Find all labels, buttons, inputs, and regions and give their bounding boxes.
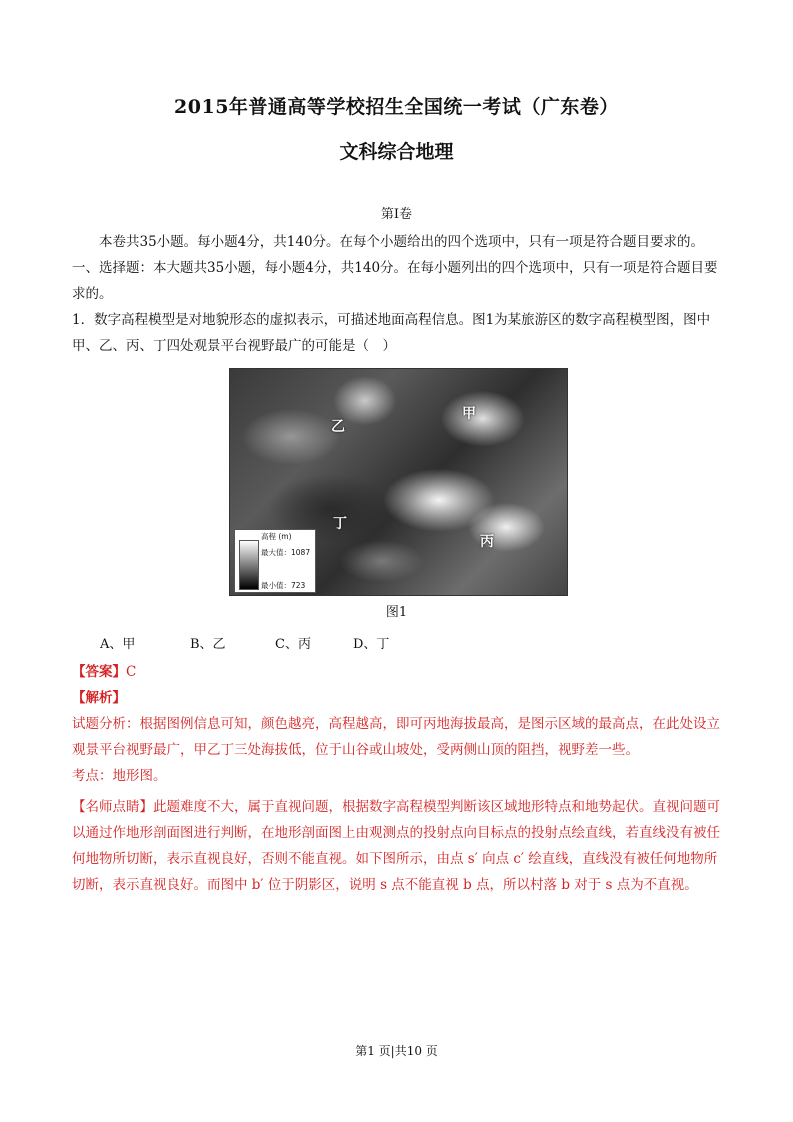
legend-max: 最大值：1087 [261,548,311,557]
option-d: D、丁 [353,637,390,652]
label-ding: 丁 [333,516,347,532]
legend-min: 最小值：723 [261,581,306,590]
answer-label: 【答案】 [72,664,126,680]
legend-title: 高程 (m) [261,532,292,541]
part-heading: 一、选择题：本大题共35小题，每小题4分，共140分。在每小题列出的四个选项中，只有一项是符合题目要求的。 [72,260,718,302]
section-heading: 第Ⅰ卷 [380,207,413,222]
intro-text: 本卷共35小题。每小题4分，共140分。在每个小题给出的四个选项中，只有一项是符合题目要求的。 [99,234,705,250]
label-jia: 甲 [462,406,476,422]
analysis-point: 考点：地形图。 [72,768,167,784]
analysis-text: 试题分析：根据图例信息可知，颜色越亮，高程越高，即可丙地海拔最高，是图示区域的最高点，在此处设立观景平台视野最广，甲乙丁三处海拔低，位于山谷或山坡处，受两侧山顶的阻挡，视野差一些。 [72,716,720,758]
teacher-tip: 【名师点睛】此题难度不大，属于直视问题，根据数字高程模型判断该区域地形特点和地势起伏。直视问题可以通过作地形剖面图进行判断，在地形剖面图上由观测点的投射点向目标点的投射点绘直线，若直线没有被任何地物所切断，表示直视良好，否则不能直视。如下图所示，由点 s′ 向点 c′ 绘直线，直线没有被任何地物所切断，表示直视良好。而图中 b′ 位于阴影区，说明 s 点不能直视 b 点，所以村落 b 对于 s 点为不直视。 [72,799,720,893]
figure-caption: 图1 [385,605,408,620]
label-yi: 乙 [331,419,345,435]
question-text: 1．数字高程模型是对地貌形态的虚拟表示，可描述地面高程信息。图1为某旅游区的数字高程模型图，图中甲、乙、丙、丁四处观景平台视野最广的可能是（ ） [72,312,711,354]
elevation-legend [234,529,316,593]
option-c: C、丙 [275,637,311,652]
answer-line [72,659,727,685]
label-bing: 丙 [480,534,494,550]
option-a: A、甲 [100,637,136,652]
page-title: 2015年普通高等学校招生全国统一考试（广东卷） [174,96,619,118]
page-subtitle: 文科综合地理 [339,141,454,163]
page-footer: 第1 页|共10 页 [355,1044,438,1058]
option-b: B、乙 [190,637,226,652]
legend-gradient-bar [239,540,259,590]
analysis-label: 【解析】 [72,690,126,706]
answer-value: C [126,664,137,680]
elevation-map-figure [229,368,568,596]
